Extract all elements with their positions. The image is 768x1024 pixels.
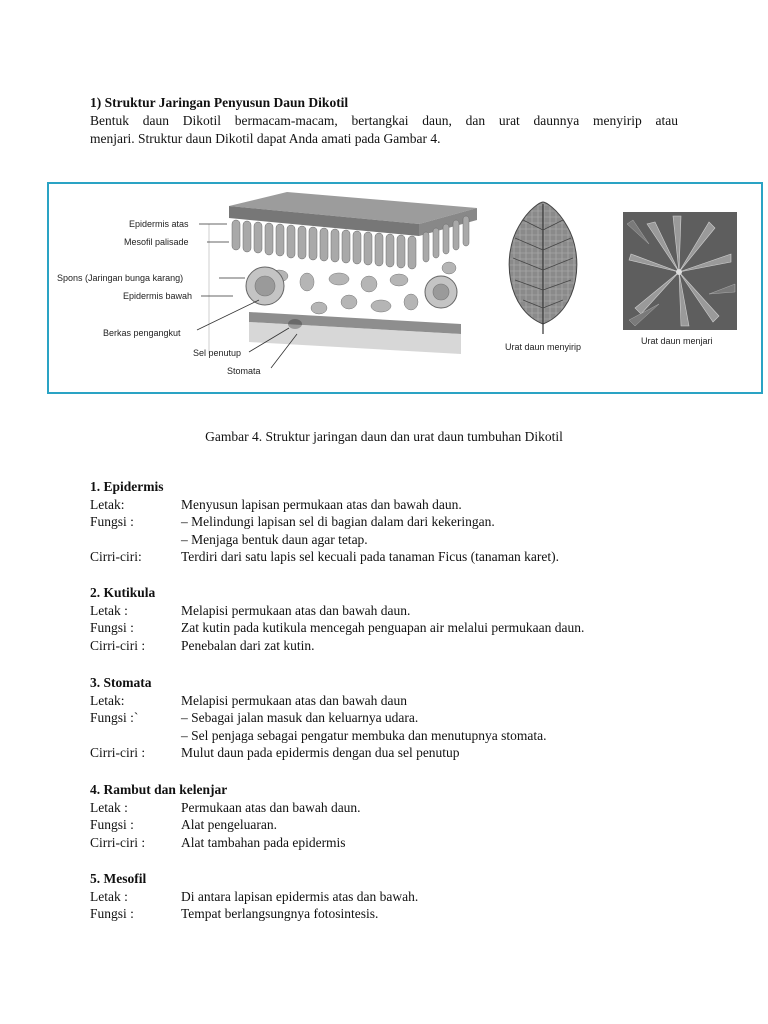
- figure-illustration: [49, 184, 761, 392]
- row-value: – Sel penjaga sebagai pengatur membuka dan menutupnya stomata.: [181, 727, 547, 743]
- definition-row: [90, 513, 559, 531]
- section-epidermis: [90, 478, 559, 566]
- label-mesofil-palisade: Mesofil palisade: [124, 237, 189, 247]
- row-value: Alat tambahan pada epidermis: [181, 834, 346, 850]
- definition-row: [90, 692, 547, 710]
- row-key: Fungsi :: [90, 620, 134, 636]
- row-value: Melapisi permukaan atas dan bawah daun: [181, 692, 408, 708]
- label-stomata: Stomata: [227, 366, 261, 376]
- row-key: Fungsi :`: [90, 710, 139, 726]
- row-key: Letak :: [90, 888, 128, 904]
- leaf-palmate-photo: [623, 212, 737, 330]
- label-spons: Spons (Jaringan bunga karang): [57, 273, 184, 283]
- definition-row: [90, 602, 584, 620]
- row-value: Mulut daun pada epidermis dengan dua sel penutup: [181, 745, 460, 761]
- section-rambut-kelenjar: [90, 781, 361, 851]
- row-key: Fungsi :: [90, 514, 134, 530]
- label-urat-menyirip: Urat daun menyirip: [505, 342, 582, 352]
- definition-row: [90, 834, 361, 852]
- row-key: Cirri-ciri :: [90, 745, 146, 761]
- definition-row: [90, 709, 547, 727]
- intro-paragraph: [90, 112, 678, 147]
- section-title: 3. Stomata: [90, 675, 152, 690]
- definition-row: [90, 637, 584, 655]
- definition-row: [90, 619, 584, 637]
- intro-line-1: Bentuk daun Dikotil bermacam-macam, bertangkai daun, dan urat daunnya menyirip atau: [90, 113, 678, 128]
- row-value: Permukaan atas dan bawah daun.: [181, 799, 361, 815]
- row-key: [90, 531, 181, 549]
- row-key: Cirri-ciri :: [90, 834, 146, 850]
- figure-caption: Gambar 4. Struktur jaringan daun dan urat daun tumbuhan Dikotil: [205, 429, 563, 444]
- definition-row: [90, 727, 547, 745]
- label-epidermis-atas: Epidermis atas: [129, 219, 189, 229]
- section-stomata: [90, 674, 547, 762]
- row-value: Menyusun lapisan permukaan atas dan bawah daun.: [181, 496, 462, 512]
- row-value: – Melindungi lapisan sel di bagian dalam dari kekeringan.: [181, 514, 495, 530]
- section-mesofil: [90, 870, 418, 923]
- row-value: Zat kutin pada kutikula mencegah penguapan air melalui permukaan daun.: [181, 620, 585, 636]
- definition-row: [90, 888, 418, 906]
- definition-row: [90, 531, 559, 549]
- row-value: Di antara lapisan epidermis atas dan bawah.: [181, 888, 419, 904]
- row-key: Cirri-ciri:: [90, 549, 142, 565]
- section-title: 2. Kutikula: [90, 585, 156, 600]
- figure-leaf-structure: [47, 182, 763, 394]
- label-sel-penutup: Sel penutup: [193, 348, 242, 358]
- section-title: 4. Rambut dan kelenjar: [90, 782, 228, 797]
- row-value: Penebalan dari zat kutin.: [181, 637, 315, 653]
- leaf-cross-section: [209, 192, 477, 354]
- row-key: Letak:: [90, 692, 125, 708]
- row-value: Melapisi permukaan atas dan bawah daun.: [181, 602, 411, 618]
- label-epidermis-bawah: Epidermis bawah: [123, 291, 193, 301]
- row-key: Cirri-ciri :: [90, 637, 146, 653]
- definition-row: [90, 496, 559, 514]
- row-key: [90, 727, 181, 745]
- definition-row: [90, 799, 361, 817]
- row-key: Letak :: [90, 799, 128, 815]
- row-key: Fungsi :: [90, 817, 134, 833]
- row-value: – Sebagai jalan masuk dan keluarnya udara.: [181, 710, 419, 726]
- row-value: Terdiri dari satu lapis sel kecuali pada tanaman Ficus (tanaman karet).: [181, 549, 560, 565]
- row-key: Letak :: [90, 602, 128, 618]
- row-key: Letak:: [90, 496, 125, 512]
- definition-row: [90, 905, 418, 923]
- section-title: 5. Mesofil: [90, 871, 147, 886]
- definition-row: [90, 816, 361, 834]
- intro-line-2: menjari. Struktur daun Dikotil dapat Anda amati pada Gambar 4.: [90, 130, 441, 146]
- section-heading: 1) Struktur Jaringan Penyusun Daun Dikotil: [90, 95, 349, 110]
- definition-row: [90, 744, 547, 762]
- row-value: – Menjaga bentuk daun agar tetap.: [181, 531, 368, 547]
- section-kutikula: [90, 584, 584, 654]
- row-value: Alat pengeluaran.: [181, 817, 277, 833]
- row-value: Tempat berlangsungnya fotosintesis.: [181, 906, 379, 922]
- leaf-pinnate-illustration: [509, 202, 577, 334]
- definition-row: [90, 548, 559, 566]
- label-berkas-pengangkut: Berkas pengangkut: [103, 328, 181, 338]
- label-urat-menjari: Urat daun menjari: [641, 336, 713, 346]
- row-key: Fungsi :: [90, 906, 134, 922]
- section-title: 1. Epidermis: [90, 479, 164, 494]
